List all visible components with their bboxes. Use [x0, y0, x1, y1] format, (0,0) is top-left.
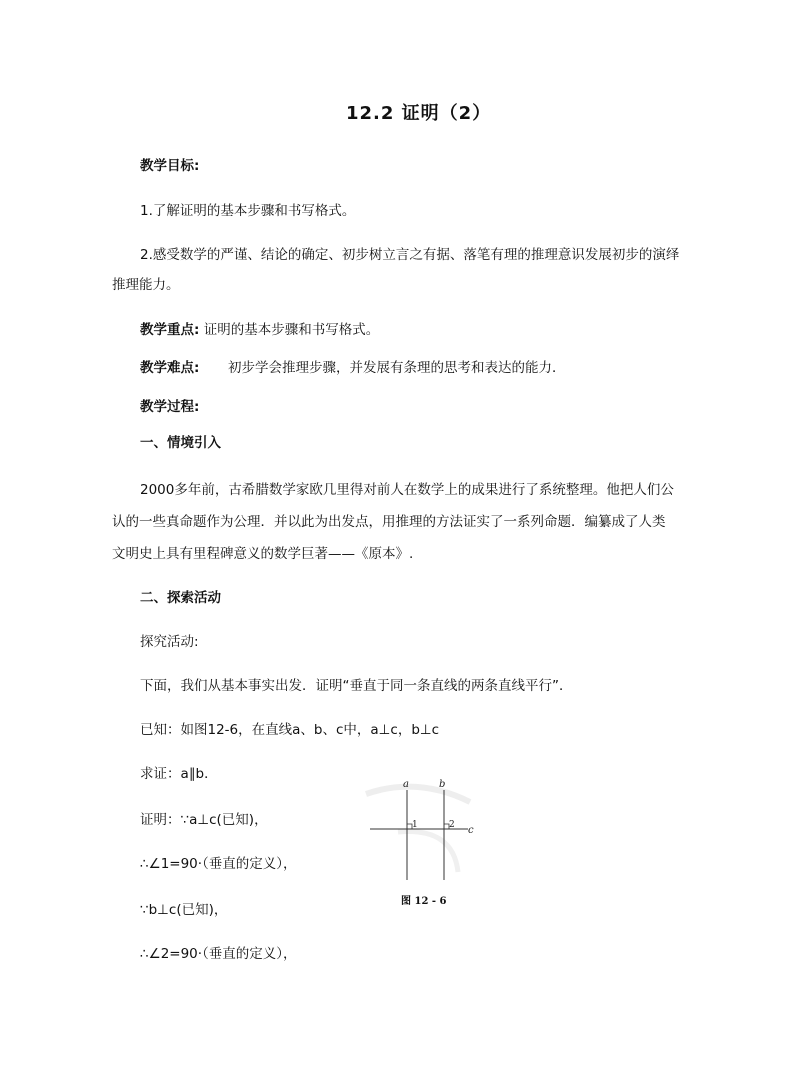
page-title: 12.2 证明（2）	[346, 103, 492, 124]
key-points	[140, 320, 379, 340]
section1-heading: 一、情境引入	[140, 435, 221, 451]
label-c: c	[468, 825, 474, 836]
intro-line1: 2000多年前，古希腊数学家欧几里得对前人在数学上的成果进行了系统整理。他把人们公	[140, 482, 674, 498]
proof-step-3: ∵b⊥c(已知)，	[140, 902, 228, 918]
objective-1: 1.了解证明的基本步骤和书写格式。	[140, 203, 356, 219]
proof-step-4: ∴∠2=90·（垂直的定义），	[140, 946, 297, 962]
key-points-text: 证明的基本步骤和书写格式。	[203, 322, 380, 338]
given: 已知：如图12-6，在直线a、b、c中，a⊥c，b⊥c	[140, 722, 440, 738]
difficulty	[140, 358, 566, 378]
label-a: a	[403, 779, 409, 790]
statement: 下面，我们从基本事实出发．证明“垂直于同一条直线的两条直线平行”．	[140, 678, 573, 694]
label-angle-2: 2	[449, 820, 455, 830]
section2-heading: 二、探索活动	[140, 590, 221, 606]
label-b: b	[439, 779, 446, 790]
proof-step-2: ∴∠1=90·（垂直的定义），	[140, 856, 297, 872]
objectives-heading: 教学目标:	[140, 158, 200, 174]
key-points-label: 教学重点:	[140, 322, 200, 338]
watermark-shape	[366, 787, 470, 802]
proof-step-1: 证明：∵a⊥c(已知)，	[140, 812, 268, 828]
label-angle-1: 1	[412, 820, 418, 830]
perpendicular-lines-diagram	[358, 772, 488, 912]
figure-12-6	[358, 772, 488, 912]
explore-label: 探究活动:	[140, 634, 199, 650]
objective-2-line2: 推理能力。	[112, 277, 180, 293]
figure-caption: 图 12 - 6	[401, 896, 447, 907]
difficulty-label: 教学难点:	[140, 360, 200, 376]
intro-line3: 文明史上具有里程碑意义的数学巨著——《原本》.	[112, 546, 414, 562]
objective-2-line1: 2.感受数学的严谨、结论的确定、初步树立言之有据、落笔有理的推理意识发展初步的演绎	[140, 247, 680, 263]
prove: 求证：a∥b．	[140, 766, 218, 782]
process-heading: 教学过程:	[140, 399, 200, 415]
difficulty-text: 初步学会推理步骤，并发展有条理的思考和表达的能力．	[228, 360, 566, 376]
intro-line2: 认的一些真命题作为公理．并以此为出发点，用推理的方法证实了一系列命题．编纂成了人类	[112, 514, 666, 530]
